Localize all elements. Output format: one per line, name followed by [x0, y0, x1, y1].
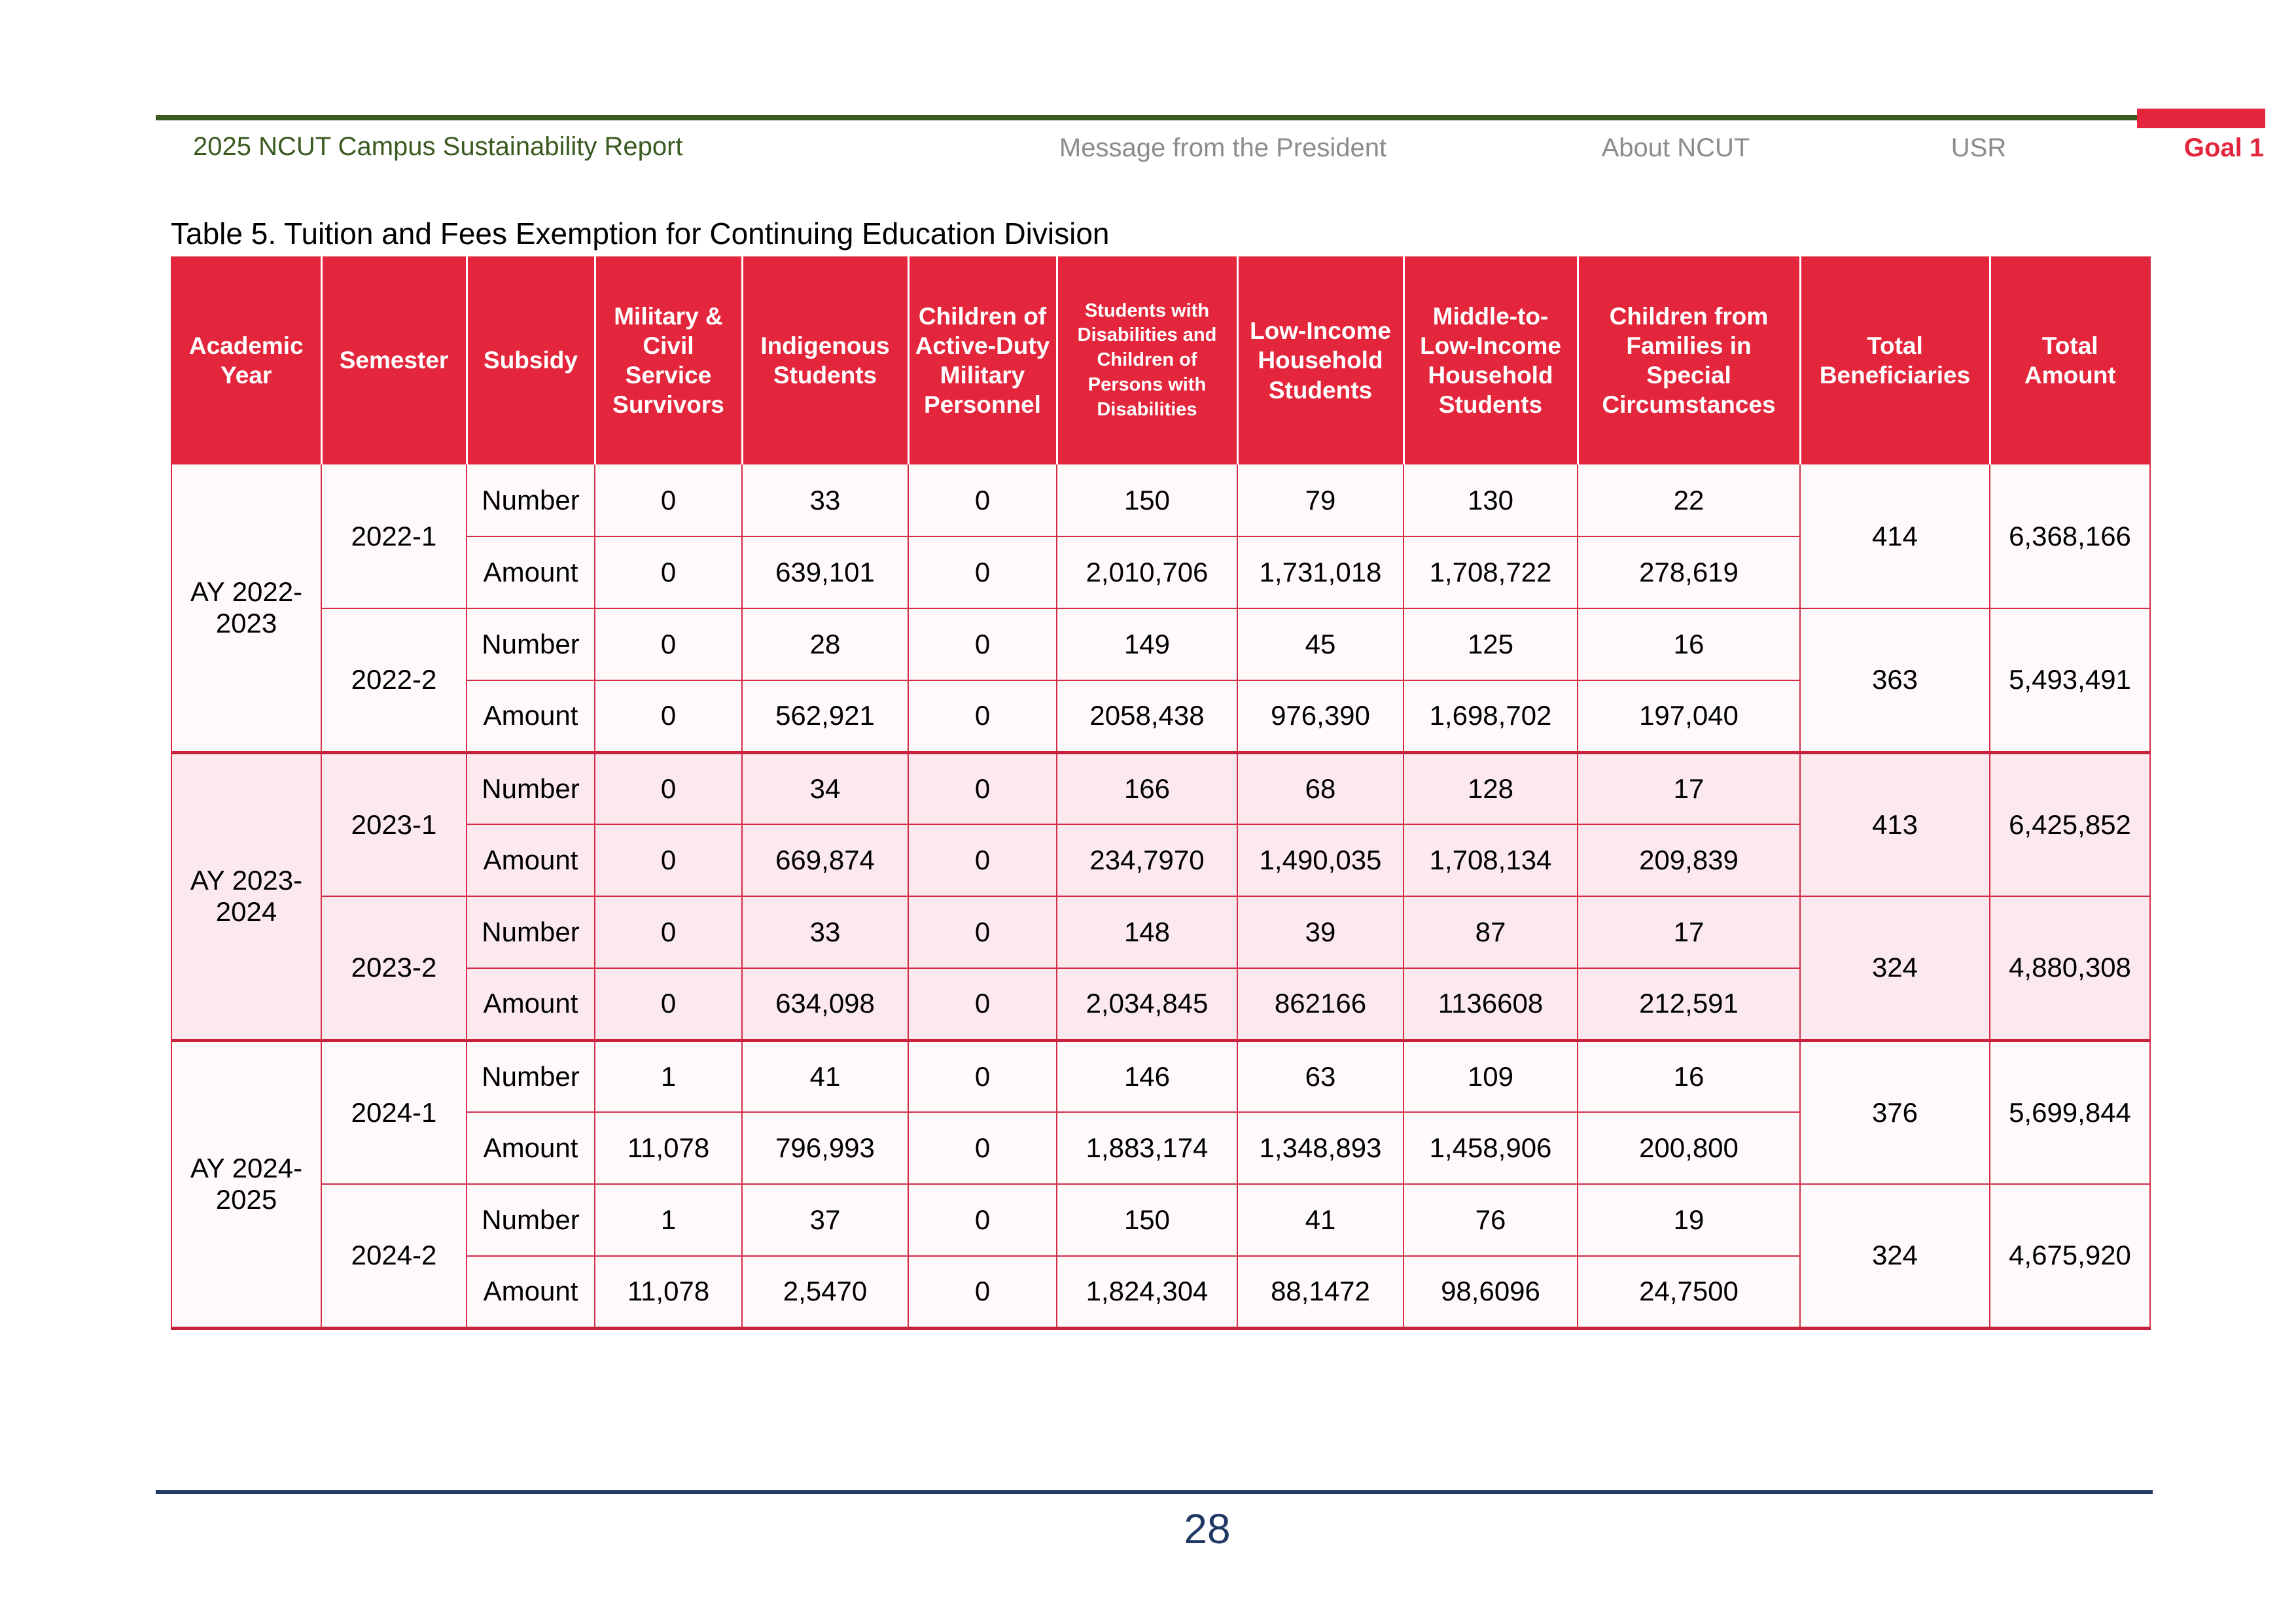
value-cell: 209,839 — [1578, 824, 1800, 896]
value-cell: 0 — [595, 824, 742, 896]
value-cell: 0 — [908, 464, 1057, 536]
col-header-military-civil: Military & Civil Service Survivors — [595, 256, 742, 464]
academic-year-cell: AY 2024-2025 — [171, 1040, 321, 1328]
value-cell: 76 — [1404, 1184, 1578, 1256]
value-cell: 0 — [595, 896, 742, 968]
value-cell: 197,040 — [1578, 680, 1800, 752]
value-cell: 1,824,304 — [1057, 1256, 1237, 1328]
col-header-indigenous: Indigenous Students — [742, 256, 908, 464]
value-cell: 68 — [1237, 752, 1404, 824]
value-cell: 0 — [908, 1184, 1057, 1256]
subsidy-type-cell: Number — [467, 752, 595, 824]
value-cell: 2,034,845 — [1057, 968, 1237, 1040]
subsidy-type-cell: Amount — [467, 968, 595, 1040]
value-cell: 0 — [908, 1256, 1057, 1328]
subsidy-type-cell: Amount — [467, 536, 595, 608]
col-header-total-beneficiaries: Total Beneficiaries — [1800, 256, 1990, 464]
value-cell: 0 — [908, 896, 1057, 968]
col-header-special-circumstances: Children from Families in Special Circumstances — [1578, 256, 1800, 464]
value-cell: 63 — [1237, 1040, 1404, 1112]
footer-rule — [156, 1490, 2153, 1494]
value-cell: 41 — [1237, 1184, 1404, 1256]
subsidy-type-cell: Number — [467, 464, 595, 536]
col-header-students-disabilities: Students with Disabilities and Children of Persons with Disabilities — [1057, 256, 1237, 464]
value-cell: 16 — [1578, 1040, 1800, 1112]
value-cell: 19 — [1578, 1184, 1800, 1256]
value-cell: 0 — [908, 968, 1057, 1040]
value-cell: 0 — [908, 824, 1057, 896]
value-cell: 148 — [1057, 896, 1237, 968]
table-row — [171, 1184, 2150, 1256]
value-cell: 212,591 — [1578, 968, 1800, 1040]
value-cell: 0 — [595, 968, 742, 1040]
col-header-low-income: Low-Income Household Students — [1237, 256, 1404, 464]
value-cell: 0 — [595, 608, 742, 680]
value-cell: 796,993 — [742, 1112, 908, 1184]
value-cell: 41 — [742, 1040, 908, 1112]
semester-cell: 2022-2 — [321, 608, 467, 752]
value-cell: 128 — [1404, 752, 1578, 824]
table-header-row — [171, 256, 2150, 464]
value-cell: 22 — [1578, 464, 1800, 536]
value-cell: 562,921 — [742, 680, 908, 752]
tuition-exemption-table — [171, 256, 2151, 1330]
academic-year-cell: AY 2022-2023 — [171, 464, 321, 752]
total-beneficiaries-cell: 413 — [1800, 752, 1990, 896]
subsidy-type-cell: Amount — [467, 824, 595, 896]
semester-cell: 2023-1 — [321, 752, 467, 896]
value-cell: 2,010,706 — [1057, 536, 1237, 608]
table-row — [171, 752, 2150, 824]
value-cell: 1,698,702 — [1404, 680, 1578, 752]
value-cell: 1 — [595, 1184, 742, 1256]
value-cell: 11,078 — [595, 1112, 742, 1184]
total-amount-cell: 5,699,844 — [1990, 1040, 2150, 1184]
nav-item-about-ncut[interactable]: About NCUT — [1601, 133, 1750, 162]
value-cell: 16 — [1578, 608, 1800, 680]
value-cell: 125 — [1404, 608, 1578, 680]
col-header-semester: Semester — [321, 256, 467, 464]
col-header-subsidy: Subsidy — [467, 256, 595, 464]
subsidy-type-cell: Amount — [467, 680, 595, 752]
report-title: 2025 NCUT Campus Sustainability Report — [193, 132, 683, 161]
value-cell: 39 — [1237, 896, 1404, 968]
table-title: Table 5. Tuition and Fees Exemption for Continuing Education Division — [171, 217, 1110, 251]
nav-item-goal-1[interactable]: Goal 1 — [2183, 133, 2265, 162]
value-cell: 17 — [1578, 896, 1800, 968]
value-cell: 0 — [908, 608, 1057, 680]
subsidy-type-cell: Number — [467, 1040, 595, 1112]
value-cell: 150 — [1057, 1184, 1237, 1256]
subsidy-type-cell: Amount — [467, 1256, 595, 1328]
value-cell: 862166 — [1237, 968, 1404, 1040]
value-cell: 24,7500 — [1578, 1256, 1800, 1328]
table-row — [171, 896, 2150, 968]
value-cell: 639,101 — [742, 536, 908, 608]
total-amount-cell: 4,880,308 — [1990, 896, 2150, 1040]
value-cell: 33 — [742, 896, 908, 968]
value-cell: 130 — [1404, 464, 1578, 536]
value-cell: 976,390 — [1237, 680, 1404, 752]
value-cell: 45 — [1237, 608, 1404, 680]
col-header-total-amount: Total Amount — [1990, 256, 2150, 464]
value-cell: 166 — [1057, 752, 1237, 824]
value-cell: 28 — [742, 608, 908, 680]
value-cell: 34 — [742, 752, 908, 824]
value-cell: 87 — [1404, 896, 1578, 968]
value-cell: 109 — [1404, 1040, 1578, 1112]
col-header-middle-low-income: Middle-to-Low-Income Household Students — [1404, 256, 1578, 464]
total-beneficiaries-cell: 376 — [1800, 1040, 1990, 1184]
value-cell: 79 — [1237, 464, 1404, 536]
value-cell: 33 — [742, 464, 908, 536]
value-cell: 88,1472 — [1237, 1256, 1404, 1328]
value-cell: 0 — [595, 680, 742, 752]
page-number: 28 — [1184, 1505, 1231, 1552]
value-cell: 146 — [1057, 1040, 1237, 1112]
value-cell: 634,098 — [742, 968, 908, 1040]
value-cell: 669,874 — [742, 824, 908, 896]
value-cell: 0 — [595, 464, 742, 536]
value-cell: 17 — [1578, 752, 1800, 824]
total-beneficiaries-cell: 363 — [1800, 608, 1990, 752]
value-cell: 149 — [1057, 608, 1237, 680]
value-cell: 0 — [595, 536, 742, 608]
value-cell: 1,708,134 — [1404, 824, 1578, 896]
total-amount-cell: 6,368,166 — [1990, 464, 2150, 608]
value-cell: 150 — [1057, 464, 1237, 536]
semester-cell: 2023-2 — [321, 896, 467, 1040]
header-green-rule — [156, 115, 2137, 120]
value-cell: 1136608 — [1404, 968, 1578, 1040]
semester-cell: 2022-1 — [321, 464, 467, 608]
subsidy-type-cell: Number — [467, 1184, 595, 1256]
table-row — [171, 1040, 2150, 1112]
table-row — [171, 464, 2150, 536]
value-cell: 37 — [742, 1184, 908, 1256]
value-cell: 278,619 — [1578, 536, 1800, 608]
total-beneficiaries-cell: 324 — [1800, 896, 1990, 1040]
value-cell: 0 — [908, 752, 1057, 824]
value-cell: 2058,438 — [1057, 680, 1237, 752]
total-beneficiaries-cell: 414 — [1800, 464, 1990, 608]
value-cell: 1,348,893 — [1237, 1112, 1404, 1184]
nav-item-message-from-president[interactable]: Message from the President — [1059, 133, 1387, 162]
col-header-children-active-duty: Children of Active-Duty Military Personnel — [908, 256, 1057, 464]
semester-cell: 2024-2 — [321, 1184, 467, 1328]
value-cell: 1 — [595, 1040, 742, 1112]
subsidy-type-cell: Amount — [467, 1112, 595, 1184]
value-cell: 0 — [908, 1112, 1057, 1184]
total-amount-cell: 4,675,920 — [1990, 1184, 2150, 1328]
value-cell: 2,5470 — [742, 1256, 908, 1328]
nav-item-usr[interactable]: USR — [1951, 133, 2007, 162]
value-cell: 1,731,018 — [1237, 536, 1404, 608]
value-cell: 11,078 — [595, 1256, 742, 1328]
total-amount-cell: 5,493,491 — [1990, 608, 2150, 752]
value-cell: 0 — [908, 680, 1057, 752]
value-cell: 0 — [908, 536, 1057, 608]
semester-cell: 2024-1 — [321, 1040, 467, 1184]
table-row — [171, 608, 2150, 680]
value-cell: 200,800 — [1578, 1112, 1800, 1184]
subsidy-type-cell: Number — [467, 896, 595, 968]
academic-year-cell: AY 2023-2024 — [171, 752, 321, 1040]
value-cell: 0 — [595, 752, 742, 824]
total-beneficiaries-cell: 324 — [1800, 1184, 1990, 1328]
value-cell: 1,458,906 — [1404, 1112, 1578, 1184]
subsidy-type-cell: Number — [467, 608, 595, 680]
active-tab-red-bar — [2137, 109, 2265, 128]
value-cell: 1,490,035 — [1237, 824, 1404, 896]
value-cell: 1,708,722 — [1404, 536, 1578, 608]
value-cell: 234,7970 — [1057, 824, 1237, 896]
col-header-academic-year: Academic Year — [171, 256, 321, 464]
value-cell: 98,6096 — [1404, 1256, 1578, 1328]
value-cell: 0 — [908, 1040, 1057, 1112]
value-cell: 1,883,174 — [1057, 1112, 1237, 1184]
total-amount-cell: 6,425,852 — [1990, 752, 2150, 896]
